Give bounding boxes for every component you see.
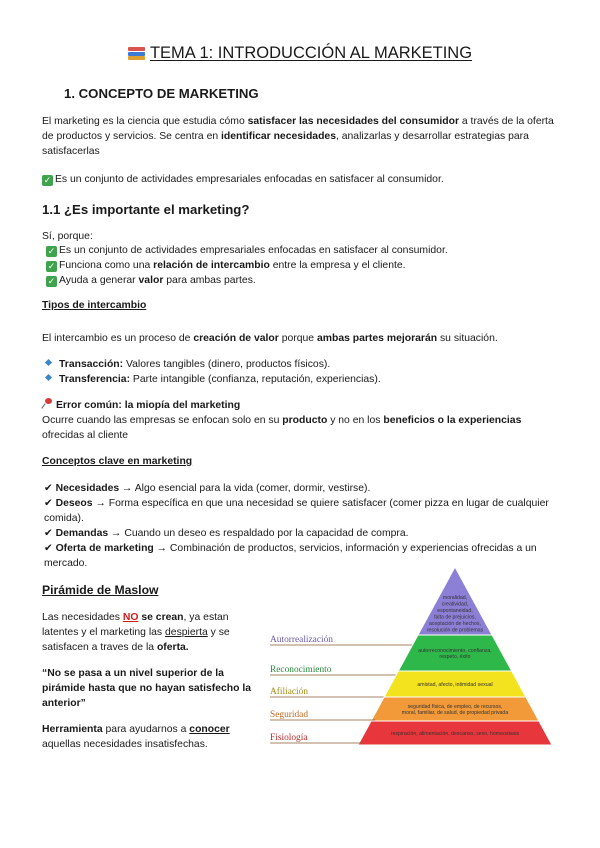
reason-item: ✓ Ayuda a generar valor para ambas partes. (47, 275, 256, 286)
check-icon: ✓ (47, 276, 56, 286)
tipo-item: Transacción: Valores tangibles (dinero, productos físicos). (42, 357, 562, 372)
tipos-list (42, 357, 562, 387)
pyramid-label: Reconocimiento (270, 665, 332, 675)
pyramid-level-text: falta de prejuicios, (434, 614, 476, 621)
page-title: TEMA 1: INTRODUCCIÓN AL MARKETING (0, 44, 600, 63)
pyramid-label: Afiliación (270, 687, 309, 697)
reasons-list (46, 243, 566, 288)
pyramid-level-text: espontaneidad, (437, 607, 473, 614)
checkmark-icon: ✔ (44, 543, 56, 554)
concept-paragraph: El marketing es la ciencia que estudia cómo satisfacer las necesidades del consumidor a través de la oferta de productos y servicios. Se centra en identificar necesidades, analizarlas y desarrollar estrategias para satisfacerlas (42, 116, 554, 157)
pyramid-level-text: moralidad, (442, 594, 468, 601)
concepto-item: ✔ Oferta de marketing → Combinación de productos, servicios, información y experiencias ofrecidas a un mercado. (44, 543, 537, 569)
diamond-bullet-icon (45, 359, 52, 366)
books-icon (128, 47, 145, 60)
pushpin-icon (42, 398, 53, 409)
concepto-item: ✔ Necesidades → Algo esencial para la vida (comer, dormir, vestirse). (44, 483, 371, 494)
subheading-conceptos: Conceptos clave en marketing (42, 456, 193, 467)
tipo-item: Transferencia: Parte intangible (confianza, reputación, experiencias). (42, 372, 562, 387)
pyramid-level-text: moral, familiar, de salud, de propiedad privada (401, 710, 509, 716)
diamond-bullet-icon (45, 374, 52, 381)
subheading-tipos: Tipos de intercambio (42, 300, 147, 311)
pyramid-level-text: respiración, alimentación, descanso, sexo, homeostasis (390, 731, 520, 737)
section-heading-importance: 1.1 ¿Es importante el marketing? (42, 202, 250, 217)
pyramid-label: Seguridad (270, 710, 309, 720)
checkmark-icon: ✔ (44, 498, 56, 509)
pyramid-level-text: respeto, éxito (439, 654, 471, 660)
maslow-tool-paragraph: Herramienta para ayudarnos a conocer aquellas necesidades insatisfechas. (42, 724, 230, 750)
pyramid-level-text: seguridad física, de empleo, de recursos, (407, 704, 503, 710)
subheading-maslow: Pirámide de Maslow (42, 583, 159, 597)
checkmark-icon: ✔ (44, 483, 56, 494)
pyramid-level-text: aceptación de hechos, (429, 620, 481, 627)
maslow-quote: “No se pasa a un nivel superior de la pirámide hasta que no hayan satisfecho la anterior” (42, 668, 252, 709)
maslow-paragraph: Las necesidades NO se crean, ya estan latentes y el marketing las despierta y se satisfacen a traves de la oferta. (42, 612, 230, 653)
pyramid-level-text: creatividad, (441, 601, 469, 608)
error-heading: Error común: la miopía del marketing (42, 398, 240, 413)
reason-item: ✓ Es un conjunto de actividades empresariales enfocadas en satisfacer al consumidor. (47, 245, 448, 256)
definition-line: ✓ Es un conjunto de actividades empresariales enfocadas en satisfacer al consumidor. (43, 174, 444, 185)
tipos-paragraph: El intercambio es un proceso de creación de valor porque ambas partes mejorarán su situación. (42, 333, 498, 344)
section-heading: 1. CONCEPTO DE MARKETING (64, 86, 259, 101)
reason-item: ✓ Funciona como una relación de intercambio entre la empresa y el cliente. (47, 260, 406, 271)
pyramid-label: Fisiología (270, 733, 308, 743)
check-icon: ✓ (47, 261, 56, 271)
maslow-pyramid (268, 565, 568, 750)
pyramid-level-text: autorreconocimiento, confianza, (418, 648, 492, 654)
concepto-item: ✔ Demandas → Cuando un deseo es respaldado por la capacidad de compra. (44, 528, 409, 539)
intro-text: Sí, porque: (42, 231, 93, 242)
check-icon: ✓ (43, 175, 52, 185)
conceptos-list (44, 481, 560, 571)
concepto-item: ✔ Deseos → Forma específica en que una necesidad se quiere satisfacer (comer pizza en lugar de cualquier comida). (44, 498, 549, 524)
error-paragraph: Ocurre cuando las empresas se enfocan solo en su producto y no en los beneficios o la experiencias ofrecidas al cliente (42, 415, 522, 441)
checkmark-icon: ✔ (44, 528, 56, 539)
pyramid-level-text: resolución de problemas (426, 627, 484, 634)
pyramid-level-text: amistad, afecto, intimidad sexual (417, 682, 493, 688)
pyramid-label: Autorrealización (270, 635, 333, 645)
check-icon: ✓ (47, 246, 56, 256)
